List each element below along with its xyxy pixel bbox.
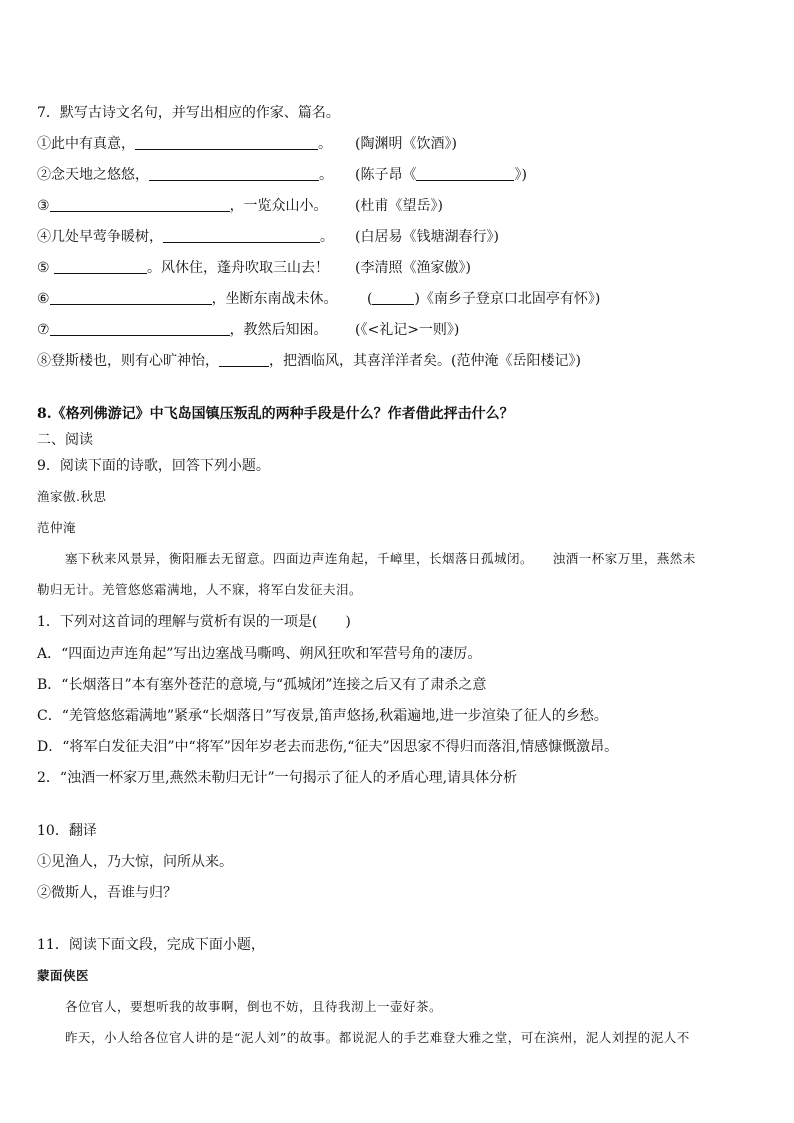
option-a: A．“四面边声连角起”写出边塞战马嘶鸣、朔风狂吹和军营号角的凄厉。 — [37, 646, 482, 662]
q10-line-1: ①见渔人，乃大惊，问所从来。 — [37, 854, 233, 870]
q7-line-4: ④几处早莺争暖树， 。 — [37, 229, 334, 245]
q9-sub1: 1．下列对这首词的理解与赏析有误的一项是( ) — [37, 614, 351, 630]
q7-line-7: ⑦ ，教然后知困。 — [37, 322, 328, 338]
q7-line-8: ⑧登斯楼也，则有心旷神怡， ，把酒临风，其喜洋洋者矣。(范仲淹《岳阳楼记》) — [37, 353, 581, 369]
q7-source-2: (陈子昂《 》) — [355, 167, 527, 183]
q7-source-7: (《<礼记>一则》) — [355, 322, 460, 338]
q7-source-5: (李清照《渔家傲》) — [355, 260, 471, 276]
passage-title: 蒙面侠医 — [37, 968, 90, 983]
poem-author: 范仲淹 — [37, 520, 77, 535]
answer-blank[interactable] — [50, 321, 230, 336]
q7-title: 7．默写古诗文名句，并写出相应的作家、篇名。 — [37, 105, 340, 121]
q7-source-1: (陶渊明《饮酒》) — [355, 136, 457, 152]
answer-blank[interactable] — [163, 228, 320, 243]
passage-para-2: 昨天，小人给各位官人讲的是“泥人刘”的故事。都说泥人的手艺难登大雅之堂，可在滨州，泥人刘捏的泥人不 — [65, 1030, 690, 1045]
passage-para-1: 各位官人，要想听我的故事啊，倒也不妨，且待我沏上一壶好茶。 — [65, 999, 443, 1014]
q7-line-5: ⑤ 。风休住，蓬舟吹取三山去！ — [37, 260, 330, 276]
q7-source-4: (白居易《钱塘湖春行》) — [355, 229, 499, 245]
q10-line-2: ②微斯人，吾谁与归？ — [37, 885, 177, 901]
q7-line-2: ②念天地之悠悠， 。 — [37, 167, 333, 183]
q9-sub2: 2．“浊酒一杯家万里,燕然未勒归无计”一句揭示了征人的矛盾心理,请具体分析 — [37, 770, 518, 786]
answer-blank[interactable] — [219, 352, 269, 367]
section-heading: 二、阅读 — [37, 432, 93, 448]
q9-title: 9．阅读下面的诗歌，回答下列小题。 — [37, 458, 270, 474]
q7-line-3: ③ ，一览众山小。 — [37, 198, 328, 214]
q7-source-3: (杜甫《望岳》) — [355, 198, 443, 214]
answer-blank[interactable] — [135, 135, 318, 150]
answer-blank[interactable] — [54, 259, 147, 274]
q10-title: 10．翻译 — [37, 823, 97, 839]
option-d: D．“将军白发征夫泪”中“将军”因年岁老去而悲伤,“征夫”因思家不得归而落泪,情感慷慨激昂。 — [37, 739, 619, 755]
q7-line-1: ①此中有真意， 。 — [37, 136, 332, 152]
poem-line-1: 塞下秋来风景异，衡阳雁去无留意。四面边声连角起，千嶂里，长烟落日孤城闭。 浊酒一杯家万里，燕然未 — [65, 551, 696, 566]
option-b: B．“长烟落日”本有塞外苍茫的意境,与“孤城闭”连接之后又有了肃杀之意 — [37, 677, 487, 693]
q7-source-6: ( )《南乡子登京口北固亭有怀》) — [367, 291, 601, 307]
answer-blank[interactable] — [416, 166, 514, 181]
answer-blank[interactable] — [149, 166, 319, 181]
q8-question: 8.《格列佛游记》中飞岛国镇压叛乱的两种手段是什么？作者借此抨击什么？ — [37, 406, 514, 422]
option-c: C．“羌管悠悠霜满地”紧承“长烟落日”写夜景,笛声悠扬,秋霜遍地,进一步渲染了征人的乡愁。 — [37, 708, 608, 724]
answer-blank[interactable] — [372, 290, 414, 305]
q7-line-6: ⑥ ，坐断东南战未休。 — [37, 291, 338, 307]
poem-title: 渔家傲.秋思 — [37, 489, 107, 504]
answer-blank[interactable] — [50, 197, 230, 212]
answer-blank[interactable] — [50, 290, 212, 305]
poem-line-2: 勒归无计。羌管悠悠霜满地，人不寐，将军白发征夫泪。 — [37, 582, 363, 597]
q11-title: 11．阅读下面文段，完成下面小题， — [37, 937, 265, 953]
